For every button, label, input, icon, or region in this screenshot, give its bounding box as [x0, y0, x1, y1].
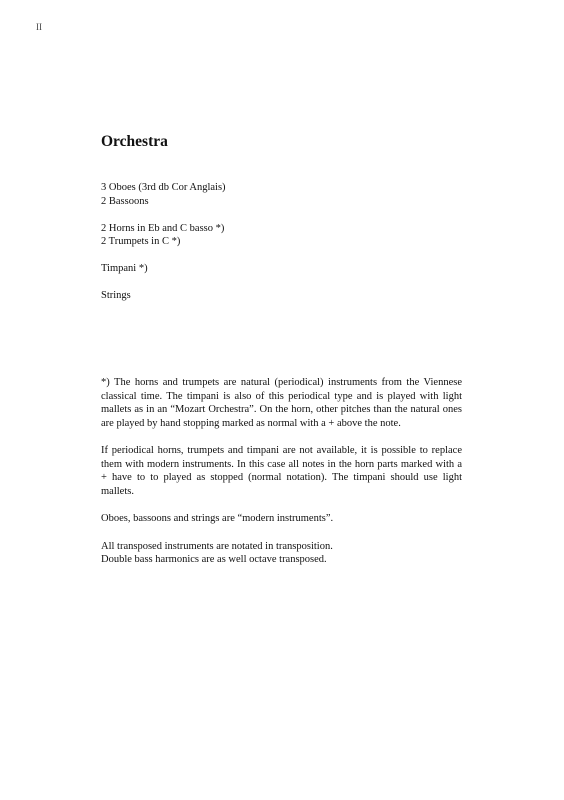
- instrument-horns: 2 Horns in Eb and C basso *): [101, 222, 225, 234]
- instrument-bassoons: 2 Bassoons: [101, 195, 149, 207]
- note-replacement: If periodical horns, trumpets and timpani are not available, it is possible to replace them with modern instruments. In this case all notes in the horn parts marked with a + have to to played as stopped (normal notation). The timpani should use light mallets.: [101, 445, 462, 497]
- instrument-oboes: 3 Oboes (3rd db Cor Anglais): [101, 182, 226, 193]
- note-transposition-line: Double bass harmonics are as well octave transposed.: [101, 554, 327, 566]
- performance-notes: [101, 376, 462, 581]
- note-transposition: [101, 540, 462, 567]
- page-number: II: [36, 22, 42, 32]
- instrument-timpani: Timpani *): [101, 263, 148, 274]
- instrument-trumpets: 2 Trumpets in C *): [101, 236, 181, 247]
- note-modern-instruments: Oboes, bassoons and strings are “modern instruments”.: [101, 513, 334, 525]
- instrument-strings: Strings: [101, 290, 131, 301]
- note-transposition-line: All transposed instruments are notated in transposition.: [101, 540, 333, 552]
- page-title: Orchestra: [101, 133, 168, 150]
- note-natural-instruments: *) The horns and trumpets are natural (periodical) instruments from the Viennese classical time. The timpani is also of this periodical type and is played with light mallets as in an “Mozart Orchestra”. On the horn, other pitches than the natural ones are played by hand stopping marked as normal with a + above the note.: [101, 377, 462, 429]
